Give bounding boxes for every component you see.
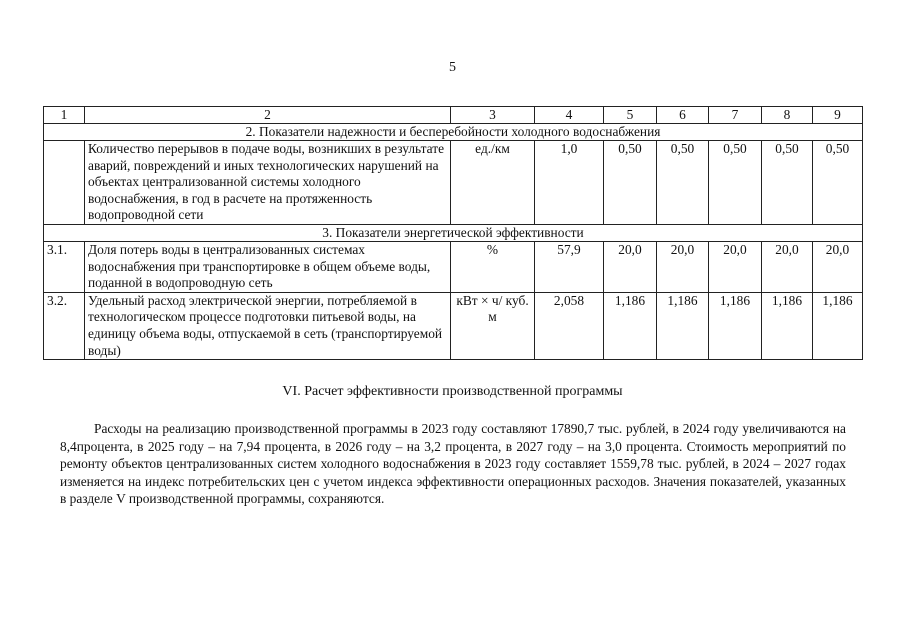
row-description: Доля потерь воды в централизованных системах водоснабжения при транспортировке в общем объеме воды, поданной в водопроводную сеть	[85, 241, 451, 292]
table-header-cell: 6	[657, 107, 709, 124]
row-description: Количество перерывов в подаче воды, возникших в результате аварий, повреждений и иных технологических нарушений на объектах централизованной системы холодного водоснабжения, в год в расчете на протяженность водопроводной сети	[85, 141, 451, 225]
row-value-col8: 0,50	[762, 141, 813, 225]
row-index	[44, 141, 85, 225]
table-header-row	[44, 107, 863, 124]
table-header-cell: 7	[709, 107, 762, 124]
row-value-col4: 2,058	[535, 292, 604, 359]
section-title-energy: 3. Показатели энергетической эффективности	[44, 224, 863, 241]
table-header-cell: 2	[85, 107, 451, 124]
section-title-reliability: 2. Показатели надежности и бесперебойности холодного водоснабжения	[44, 124, 863, 141]
section-vi-title: VI. Расчет эффективности производственной программы	[282, 384, 623, 399]
section-row-energy	[44, 224, 863, 241]
row-value-col9: 20,0	[813, 241, 863, 292]
row-unit: %	[451, 241, 535, 292]
row-value-col6: 20,0	[657, 241, 709, 292]
table-row-energy	[44, 292, 863, 359]
table-header-cell: 3	[451, 107, 535, 124]
row-value-col5: 20,0	[604, 241, 657, 292]
body-paragraph: Расходы на реализацию производственной программы в 2023 году составляют 17890,7 тыс. рублей, в 2024 году увеличиваются на 8,4процента, в 2025 году – на 7,94 процента, в 2026 году – на 3,2 процента, в 2027 году – на 3,0 процента. Стоимость мероприятий по ремонту объектов централизованных систем холодного водоснабжения в 2023 году составляет 1559,78 тыс. рублей, в 2024 – 2027 годах изменяется на индекс потребительских цен с учетом индекса эффективности операционных расходов. Значения показателей, указанных в разделе V производственной программы, сохраняются.	[60, 421, 846, 507]
row-value-col7: 1,186	[709, 292, 762, 359]
row-value-col7: 0,50	[709, 141, 762, 225]
row-value-col4: 1,0	[535, 141, 604, 225]
table-header-cell: 8	[762, 107, 813, 124]
row-value-col5: 0,50	[604, 141, 657, 225]
row-value-col8: 20,0	[762, 241, 813, 292]
page-number: 5	[449, 60, 456, 75]
row-value-col9: 0,50	[813, 141, 863, 225]
table-header-cell: 5	[604, 107, 657, 124]
row-index: 3.2.	[44, 292, 85, 359]
row-description: Удельный расход электрической энергии, потребляемой в технологическом процессе подготовки питьевой воды, на единицу объема воды, отпускаемой в сеть (транспортируемой воды)	[85, 292, 451, 359]
row-value-col7: 20,0	[709, 241, 762, 292]
row-value-col6: 0,50	[657, 141, 709, 225]
row-value-col9: 1,186	[813, 292, 863, 359]
row-index: 3.1.	[44, 241, 85, 292]
row-value-col8: 1,186	[762, 292, 813, 359]
table-header-cell: 9	[813, 107, 863, 124]
row-value-col4: 57,9	[535, 241, 604, 292]
table-header-cell: 1	[44, 107, 85, 124]
table-row-losses	[44, 241, 863, 292]
row-value-col5: 1,186	[604, 292, 657, 359]
indicators-table	[43, 106, 863, 360]
row-value-col6: 1,186	[657, 292, 709, 359]
section-row-reliability	[44, 124, 863, 141]
row-unit: кВт × ч/ куб. м	[451, 292, 535, 359]
table-header-cell: 4	[535, 107, 604, 124]
table-row-interruptions	[44, 141, 863, 225]
row-unit: ед./км	[451, 141, 535, 225]
